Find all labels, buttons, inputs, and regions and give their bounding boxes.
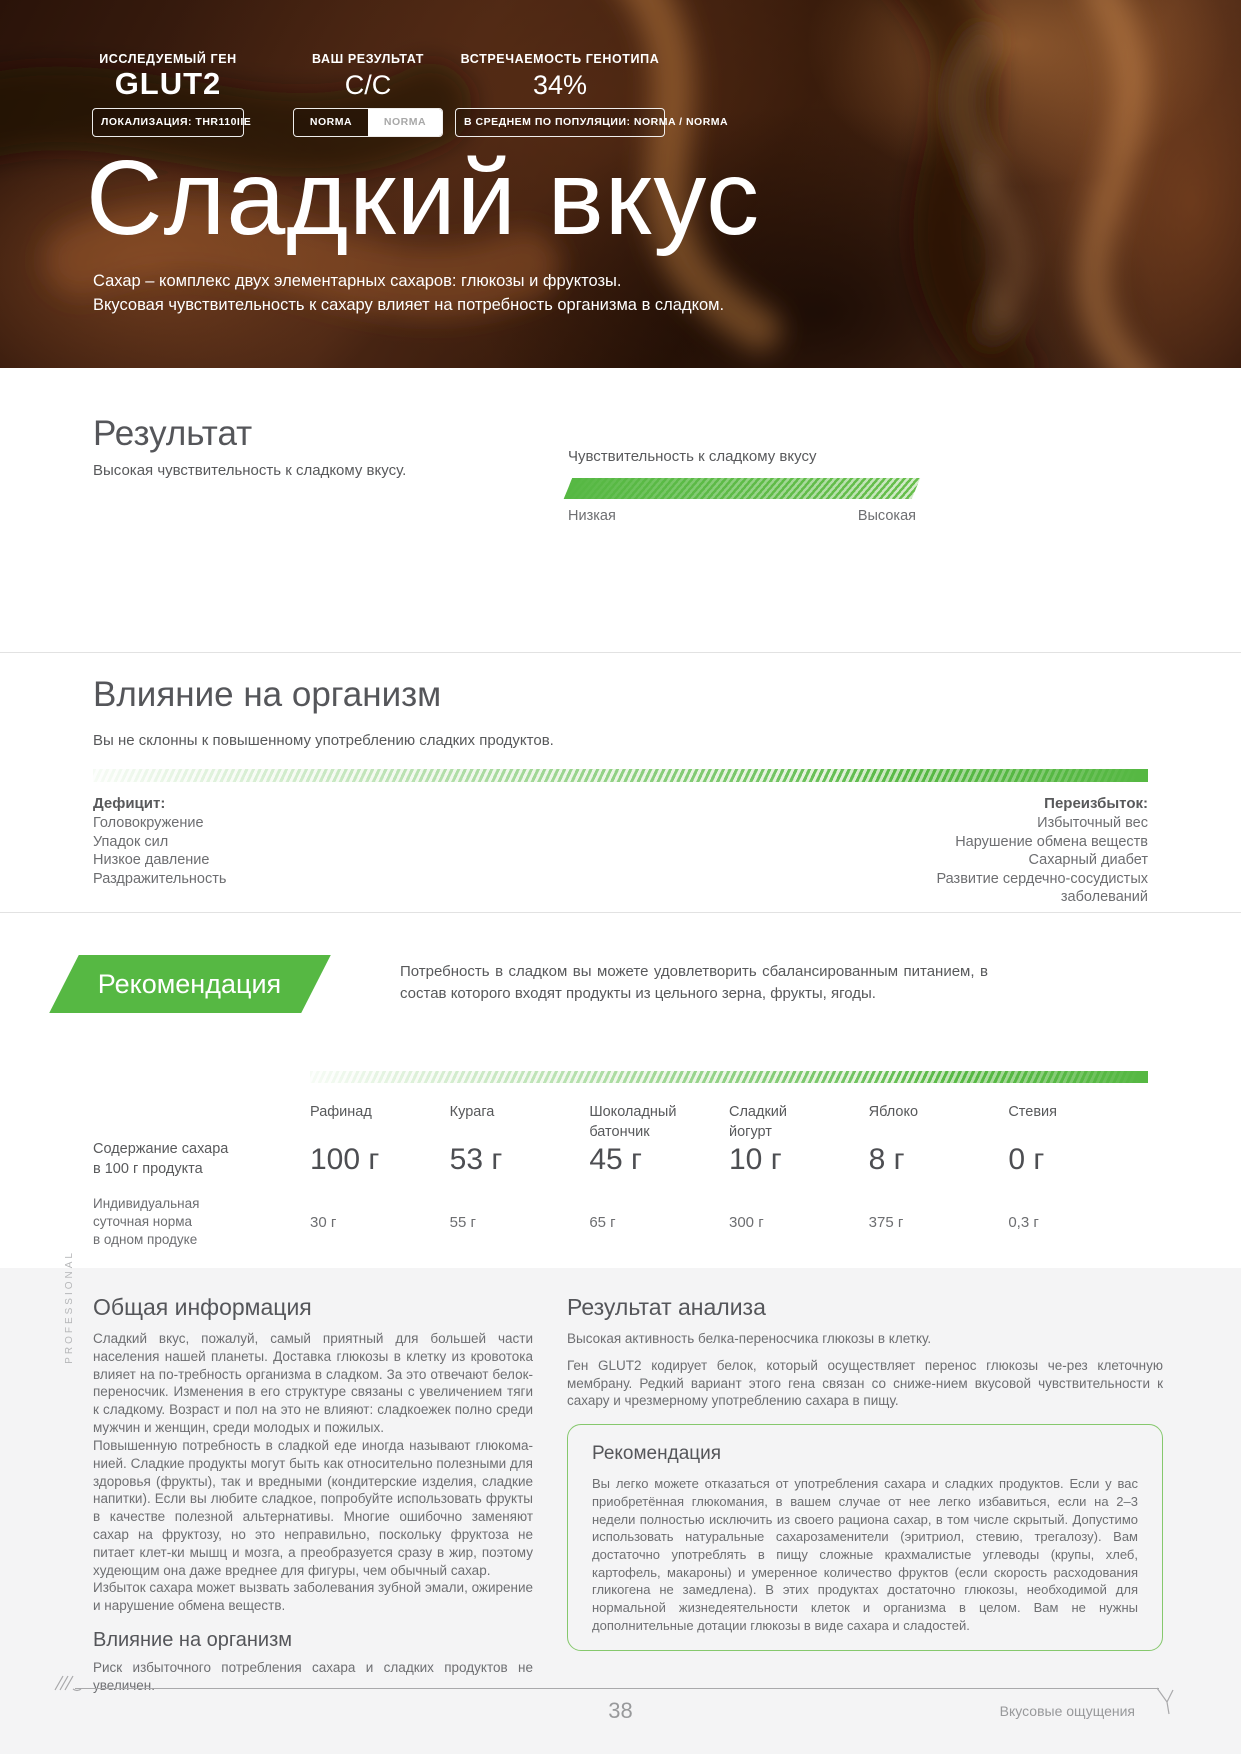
influence-gradient-bar (93, 769, 1148, 782)
influence-risk-paragraph: Риск избыточного потребления сахара и сладких продуктов не увеличен. (93, 1660, 533, 1693)
sugar-daily-value: 65 г (589, 1213, 616, 1231)
sugar-column-header: Рафинад (310, 1104, 372, 1120)
norma-indicator (293, 108, 443, 137)
influence-heading: Влияние на организм (93, 675, 442, 714)
sugar-row2-label: Индивидуальная суточная норма в одном продуке (93, 1196, 200, 1248)
general-info-paragraph: Сладкий вкус, пожалуй, самый приятный для большей части населения нашей планеты. Доставка глюкозы в клетку из кровотока влияет на по-требность организма в сладком. За это отвечают белок-переносчик. Изменения в его структуре связаны с увеличением тяги к сладкому. Возраст и пол на это не влияют: сладкоежек полно среди мужчин и женщин, среди молодых и пожилых. (93, 1331, 533, 1436)
recommendation-banner (49, 955, 331, 1013)
gene-localization-badge: ЛОКАЛИЗАЦИЯ: THR110IIE (92, 108, 244, 137)
frequency-block (455, 52, 729, 137)
sugar-per100-value: 100 г (310, 1143, 380, 1176)
footer-left-flourish-icon (52, 1672, 82, 1694)
sugar-daily-value: 0,3 г (1008, 1213, 1039, 1231)
sugar-per100-value: 53 г (449, 1143, 503, 1176)
gene-value: GLUT2 (114, 66, 222, 101)
influence-columns (93, 795, 1148, 907)
sugar-per100-value: 45 г (589, 1143, 642, 1176)
sugar-per100-value: 0 г (1008, 1143, 1045, 1176)
sensitivity-gradient-bar (564, 478, 920, 499)
gene-block (92, 52, 252, 137)
deficit-label: Дефицит: (93, 795, 166, 812)
sugar-column-header: Курага (449, 1104, 495, 1120)
influence-subheading: Влияние на организм (93, 1629, 292, 1651)
gene-summary-row (0, 0, 1241, 130)
deficit-item: Головокружение (93, 815, 204, 831)
excess-item: Избыточный вес (1037, 815, 1148, 831)
chapter-name: Вкусовые ощущения (999, 1703, 1135, 1719)
sugar-daily-value: 30 г (310, 1213, 337, 1231)
general-info-column (93, 1294, 533, 1695)
sugar-column-header: Шоколадный батончик (589, 1104, 677, 1140)
population-badge: В СРЕДНЕМ ПО ПОПУЛЯЦИИ: NORMA / NORMA (455, 108, 665, 137)
recommendation-text: Потребность в сладком вы можете удовлетворить сбалансированным питанием, в состав которого входят продукты из цельного зерна, фрукты, ягоды. (400, 963, 988, 1002)
footer-divider (75, 1688, 1159, 1689)
page-title: Сладкий вкус (86, 139, 761, 257)
recommendation-box-heading: Рекомендация (592, 1443, 722, 1465)
result-section (0, 368, 1241, 653)
page-subtitle (93, 270, 1241, 318)
deficit-item: Низкое давление (93, 852, 210, 869)
page-number: 38 (608, 1698, 633, 1723)
analysis-paragraph: Ген GLUT2 кодирует белок, который осуществляет перенос глюкозы че-рез клеточную мембрану. Редкий вариант этого гена связан со сниже-нием вкусовой чувствительности к сахару и чрезмерному употреблению сахара в пищу. (567, 1357, 1163, 1409)
result-heading: Результат (93, 414, 253, 453)
norma-segment-right: NORMA (368, 109, 442, 136)
sugar-row1-label: Содержание сахара в 100 г продукта (93, 1141, 229, 1177)
analysis-paragraph: Высокая активность белка-переносчика глюкозы в клетку. (567, 1331, 932, 1346)
recommendation-section (0, 913, 1241, 1268)
sugar-column-header: Стевия (1008, 1104, 1057, 1120)
sugar-table (93, 1071, 1148, 1250)
scale-ticks (568, 508, 916, 524)
gene-label: ИССЛЕДУЕМЫЙ ГЕН (99, 52, 237, 66)
sugar-daily-value: 375 г (868, 1213, 904, 1231)
norma-segment-left: NORMA (294, 109, 368, 136)
excess-column (898, 795, 1148, 907)
result-value: C/C (344, 70, 392, 100)
hero-header (0, 0, 1241, 368)
deficit-column (93, 795, 226, 907)
analysis-column (567, 1294, 1163, 1695)
general-info-heading: Общая информация (93, 1294, 312, 1320)
scale-low-label: Низкая (568, 508, 616, 524)
professional-side-label: PROFESSIONAL (64, 1250, 75, 1364)
sugar-table-gradient-bar (310, 1071, 1148, 1083)
info-section (0, 1268, 1241, 1754)
recommendation-box (567, 1424, 1163, 1651)
deficit-item: Упадок сил (93, 833, 169, 850)
general-info-paragraph: Повышенную потребность в сладкой еде иногда называют глюкома-нией. Сладкие продукты могут быть как относительно полезными для здоровья (фрукты), так и вредными (кондитерские изделия, сладкие напитки). Если вы любите сладкое, попробуйте использовать фрукты в качестве полезной альтернативы. Многие ошибочно заменяют сахар на фруктозу, но это неправильно, поскольку фруктоза не питает клет-ки мышц и мозга, а преобразуется сразу в жир, поэтому худеющим она даже вреднее для фигуры, чем обычный сахар. (93, 1437, 533, 1578)
sugar-column-header: Яблоко (868, 1104, 919, 1120)
sensitivity-scale (568, 448, 916, 524)
excess-label: Переизбыток: (1044, 795, 1148, 812)
excess-item: Развитие сердечно-сосудистых заболеваний (936, 870, 1148, 906)
excess-item: Сахарный диабет (1028, 852, 1148, 869)
sugar-per100-value: 8 г (868, 1143, 905, 1176)
scale-high-label: Высокая (857, 508, 916, 524)
excess-item: Нарушение обмена веществ (955, 833, 1148, 850)
sugar-daily-value: 55 г (449, 1213, 476, 1231)
result-label: ВАШ РЕЗУЛЬТАТ (312, 52, 424, 66)
sugar-per100-value: 10 г (729, 1143, 782, 1176)
influence-section (0, 653, 1241, 913)
subtitle-line-1: Сахар – комплекс двух элементарных сахаров: глюкозы и фруктозы. (93, 272, 622, 291)
result-text: Высокая чувствительность к сладкому вкусу. (93, 462, 407, 479)
scale-title: Чувствительность к сладкому вкусу (568, 448, 817, 465)
sugar-column-header: Сладкий йогурт (729, 1104, 787, 1140)
recommendation-box-text: Вы легко можете отказаться от употребления сахара и сладких продуктов. Если у вас приобретённая глюкомания, в вашем случае от нее легко избавиться, если на 2–3 недели полностью исключить из своего рациона сахар, в том числе скрытый. Допустимо использовать натуральные сахарозаменители (эритриол, стевию, трегалозу). Вам достаточно употреблять в пищу сложные крахмалистые углеводы (крупы, хлеб, картофель, макароны) и умеренное количество фруктов (если скорость расходования гликогена не замедлена). В этих продуктах достаточно глюкозы, необходимой для нормальной жизнедеятельности клеток и организма в целом. Вам не нужны дополнительные дотации глюкозы в виде сахара и сладостей. (592, 1476, 1138, 1633)
recommendation-banner-label: Рекомендация (98, 968, 282, 999)
sugar-daily-value: 300 г (729, 1213, 764, 1231)
frequency-label: ВСТРЕЧАЕМОСТЬ ГЕНОТИПА (460, 52, 660, 66)
analysis-heading: Результат анализа (567, 1294, 766, 1320)
general-info-paragraph: Избыток сахара может вызвать заболевания зубной эмали, ожирение и нарушение обмена веществ. (93, 1580, 534, 1614)
result-block (293, 52, 443, 137)
influence-text: Вы не склонны к повышенному употреблению сладких продуктов. (93, 732, 554, 749)
subtitle-line-2: Вкусовая чувствительность к сахару влияет на потребность организма в сладком. (93, 296, 725, 315)
deficit-item: Раздражительность (93, 870, 227, 887)
frequency-value: 34% (532, 70, 588, 100)
